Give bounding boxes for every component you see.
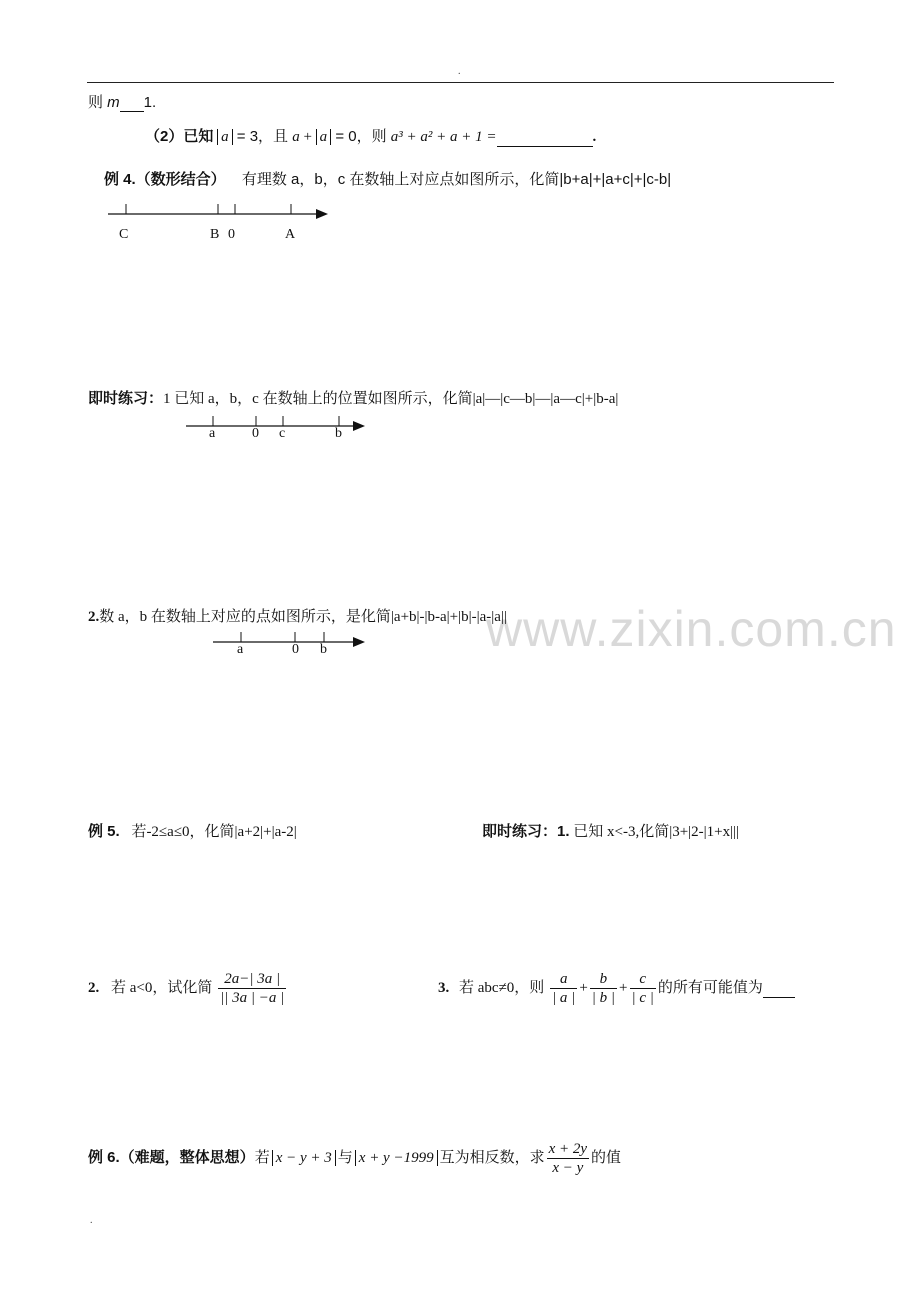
- q3-text: 若 abc≠0，则: [459, 979, 545, 996]
- ex6-abs-2: x + y −1999: [355, 1150, 438, 1166]
- practice-ex5-text: 已知 x<-3,化简|3+|2-|1+x|||: [573, 824, 740, 840]
- ex4-label-b: B: [210, 227, 220, 242]
- ex4-text: 有理数 a，b，c 在数轴上对应点如图所示，化简|b+a|+|a+c|+|c-b|: [241, 171, 672, 188]
- p2-axis-arrow: [353, 637, 365, 647]
- q3-tail: 的所有可能值为: [657, 979, 763, 996]
- ex4-label: 例 4.（数形结合）: [104, 171, 226, 188]
- p1-label-a: a: [209, 426, 216, 441]
- p2-label-0: 0: [292, 642, 299, 657]
- ex6-tail: 的值: [591, 1149, 622, 1166]
- q3-answer-blank: [763, 980, 795, 998]
- header-dot: .: [458, 66, 461, 77]
- ex6-ruo: 若: [254, 1149, 270, 1166]
- practice1-text: 1 已知 a，b，c 在数轴上的位置如图所示，化简|a|—|c—b|—|a—c|+|b-a|: [163, 391, 619, 407]
- q2-abs-a2: a: [316, 129, 332, 145]
- ex4-label-0: 0: [228, 227, 235, 242]
- p2-label-b: b: [320, 642, 327, 657]
- practice2-label: 2.: [88, 609, 100, 625]
- q2b-fraction: [218, 970, 286, 1007]
- ex5-text: 若-2≤a≤0，化简|a+2|+|a-2|: [131, 824, 297, 840]
- q3-fraction-b: [590, 970, 617, 1007]
- q3-f3-num: c: [630, 970, 656, 989]
- q3-f2-den: | b |: [591, 990, 616, 1006]
- p1-label-0: 0: [252, 426, 259, 441]
- q3-plus-1: +: [579, 979, 588, 996]
- line-m-prefix: 则: [88, 94, 108, 111]
- q2b-label: 2.: [88, 979, 100, 996]
- question-2b: [88, 970, 288, 1007]
- q3-f3-den: | c |: [631, 990, 654, 1006]
- q2-eq2: = 0，则: [331, 128, 391, 145]
- p1-label-b: b: [335, 426, 342, 441]
- q2-eq1: = 3，且: [232, 128, 293, 145]
- ex6-abs-1: x − y + 3: [272, 1150, 336, 1166]
- q2-abs-a: a: [217, 129, 233, 145]
- q3-f1-num: a: [550, 970, 577, 989]
- ex4-label-a: A: [285, 227, 296, 242]
- practice-ex5-label: 即时练习：1.: [482, 823, 570, 840]
- line-m-tail: 1.: [143, 94, 157, 111]
- q3-f2-num: b: [590, 970, 617, 989]
- q3-fraction-c: [630, 970, 656, 1007]
- q2b-numerator: 2a−| 3a |: [218, 970, 286, 989]
- example-6: [88, 1140, 621, 1177]
- q2b-denominator: || 3a | −a |: [220, 990, 285, 1006]
- p2-label-a: a: [237, 642, 244, 657]
- q2-label: （2）已知: [145, 128, 214, 145]
- practice1-label: 即时练习：: [88, 390, 164, 407]
- q2-end: .: [592, 129, 597, 145]
- example-5: [88, 820, 297, 841]
- practice2-text: 数 a，b 在数轴上对应的点如图所示，是化简|a+b|-|b-a|+|b|-|a-|a||: [99, 609, 507, 625]
- q3-plus-2: +: [619, 979, 628, 996]
- q2-plus: +: [299, 129, 316, 145]
- ex6-fraction: [547, 1140, 589, 1177]
- question-3: [438, 970, 795, 1007]
- footer-dot: .: [90, 1215, 93, 1226]
- q2b-text: 若 a<0，试化简: [111, 979, 213, 996]
- ex6-numerator: x + 2y: [548, 1141, 588, 1157]
- var-m: m: [107, 94, 120, 111]
- ex5-label: 例 5.: [88, 823, 120, 840]
- ex4-label-c: C: [119, 227, 129, 242]
- q2-expr: a³ + a² + a + 1 =: [390, 129, 497, 145]
- q3-label: 3.: [438, 979, 450, 996]
- p1-label-c: c: [279, 426, 286, 441]
- practice-ex5: [482, 820, 739, 841]
- ex6-yu: 与: [337, 1149, 353, 1166]
- ex6-mid: 互为相反数，求: [439, 1148, 545, 1166]
- ex6-denominator: x − y: [552, 1160, 584, 1176]
- ex6-label: 例 6.（难题，整体思想）: [88, 1148, 255, 1166]
- q3-fraction-a: [550, 970, 577, 1007]
- watermark: www.zixin.com.cn: [486, 601, 897, 657]
- q2-a: a: [292, 129, 300, 145]
- q3-f1-den: | a |: [552, 990, 576, 1006]
